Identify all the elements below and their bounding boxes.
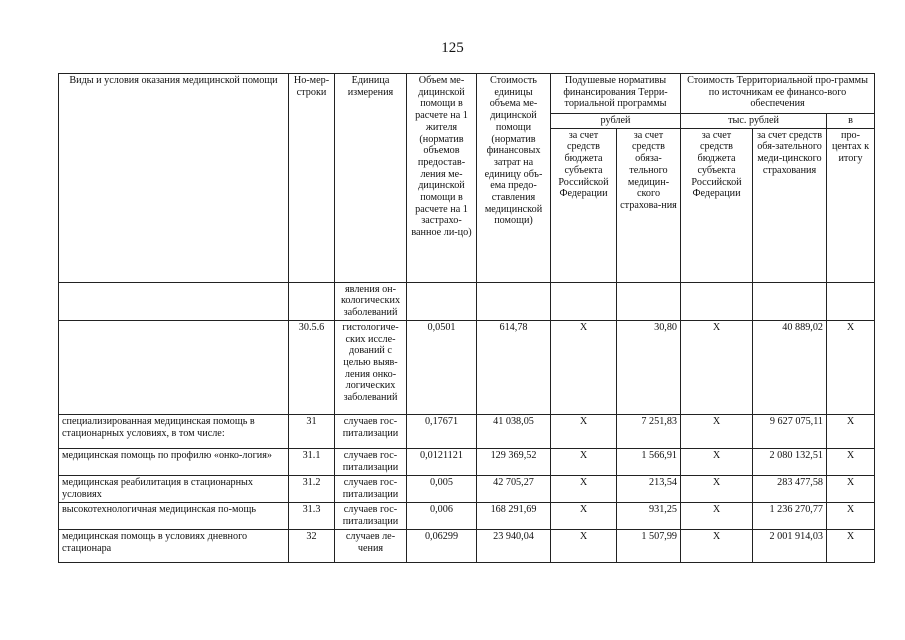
cell-num: 31.1 — [289, 448, 335, 475]
cell-name — [59, 282, 289, 320]
cell-oms-1: 931,25 — [617, 502, 681, 529]
cell-name: медицинская помощь в условиях дневного стационара — [59, 529, 289, 562]
cell-unit: случаев гос-питализации — [335, 475, 407, 502]
cell-budget-2 — [681, 282, 753, 320]
cell-cost: 129 369,52 — [477, 448, 551, 475]
cell-name — [59, 320, 289, 414]
cell-budget-2: X — [681, 475, 753, 502]
cell-num: 30.5.6 — [289, 320, 335, 414]
table-row — [59, 448, 875, 475]
table-row — [59, 502, 875, 529]
cell-oms-2: 283 477,58 — [753, 475, 827, 502]
cell-oms-2: 2 001 914,03 — [753, 529, 827, 562]
header-budget-2: за счет средств бюджета субъекта Российской Федерации — [681, 128, 753, 282]
cell-num: 31.2 — [289, 475, 335, 502]
cell-volume: 0,006 — [407, 502, 477, 529]
page-number: 125 — [441, 40, 464, 56]
cell-cost: 42 705,27 — [477, 475, 551, 502]
cell-oms-2: 2 080 132,51 — [753, 448, 827, 475]
header-unit-rub: рублей — [551, 114, 681, 129]
cell-unit: случаев гос-питализации — [335, 414, 407, 448]
cell-oms-1: 30,80 — [617, 320, 681, 414]
cell-oms-2 — [753, 282, 827, 320]
header-unit-in: в — [827, 114, 875, 129]
cell-volume: 0,005 — [407, 475, 477, 502]
cell-unit: случаев гос-питализации — [335, 448, 407, 475]
cell-name: специализированная медицинская помощь в стационарных условиях, в том числе: — [59, 414, 289, 448]
cell-percent: X — [827, 448, 875, 475]
cell-oms-1 — [617, 282, 681, 320]
cell-budget-1: X — [551, 529, 617, 562]
cell-budget-2: X — [681, 502, 753, 529]
header-oms-1: за счет средств обяза-тельного медицин-ского страхова-ния — [617, 128, 681, 282]
cell-oms-1: 1 507,99 — [617, 529, 681, 562]
cell-cost — [477, 282, 551, 320]
cell-percent: X — [827, 320, 875, 414]
header-budget-1: за счет средств бюджета субъекта Российской Федерации — [551, 128, 617, 282]
header-unit-cost: Стоимость единицы объема ме-дицинской помощи (норматив финансовых затрат на единицу объ-ема предо-ставления медицинской помощи) — [477, 74, 551, 283]
table-row — [59, 414, 875, 448]
cell-num: 32 — [289, 529, 335, 562]
header-oms-2: за счет средств обя-зательного меди-цинского страхования — [753, 128, 827, 282]
header-cost-group: Стоимость Территориальной про-граммы по источникам ее финансо-вого обеспечения — [681, 74, 875, 114]
cell-unit: явления он-кологических заболеваний — [335, 282, 407, 320]
cell-budget-2: X — [681, 529, 753, 562]
cell-budget-1: X — [551, 475, 617, 502]
cell-oms-2: 40 889,02 — [753, 320, 827, 414]
cell-volume: 0,17671 — [407, 414, 477, 448]
cell-budget-1 — [551, 282, 617, 320]
header-unit-thousand-rub: тыс. рублей — [681, 114, 827, 129]
cell-cost: 614,78 — [477, 320, 551, 414]
header-percapita-group: Подушевые нормативы финансирования Терри-ториальной программы — [551, 74, 681, 114]
cell-oms-2: 1 236 270,77 — [753, 502, 827, 529]
cell-volume: 0,0501 — [407, 320, 477, 414]
cell-num: 31 — [289, 414, 335, 448]
cell-percent: X — [827, 529, 875, 562]
cell-oms-1: 1 566,91 — [617, 448, 681, 475]
header-unit: Единица измерения — [335, 74, 407, 283]
header-row-number: Но-мер-строки — [289, 74, 335, 283]
cell-percent: X — [827, 502, 875, 529]
cell-cost: 168 291,69 — [477, 502, 551, 529]
cell-volume — [407, 282, 477, 320]
table-row — [59, 282, 875, 320]
cell-cost: 23 940,04 — [477, 529, 551, 562]
cell-budget-1: X — [551, 502, 617, 529]
table-row — [59, 320, 875, 414]
cell-unit: случаев гос-питализации — [335, 502, 407, 529]
cell-budget-2: X — [681, 414, 753, 448]
cell-budget-1: X — [551, 414, 617, 448]
cell-oms-2: 9 627 075,11 — [753, 414, 827, 448]
header-row-1 — [59, 74, 875, 114]
cell-budget-1: X — [551, 448, 617, 475]
cell-unit: гистологиче-ских иссле-дований с целью выяв-ления онко-логических заболеваний — [335, 320, 407, 414]
cell-percent: X — [827, 414, 875, 448]
cell-oms-1: 7 251,83 — [617, 414, 681, 448]
cell-num: 31.3 — [289, 502, 335, 529]
cell-name: высокотехнологичная медицинская по-мощь — [59, 502, 289, 529]
cell-name: медицинская реабилитация в стационарных условиях — [59, 475, 289, 502]
cell-volume: 0,06299 — [407, 529, 477, 562]
cell-volume: 0,0121121 — [407, 448, 477, 475]
cell-num — [289, 282, 335, 320]
header-volume: Объем ме-дицинской помощи в расчете на 1 жителя (норматив объемов предостав-ления ме-дицинской помощи в расчете на 1 застрахо-ванное ли-цо) — [407, 74, 477, 283]
table-row — [59, 475, 875, 502]
cell-percent — [827, 282, 875, 320]
cell-cost: 41 038,05 — [477, 414, 551, 448]
header-percent: про-центах к итогу — [827, 128, 875, 282]
cell-name: медицинская помощь по профилю «онко-логия» — [59, 448, 289, 475]
cell-oms-1: 213,54 — [617, 475, 681, 502]
table-row — [59, 529, 875, 562]
cell-unit: случаев ле-чения — [335, 529, 407, 562]
financing-table — [58, 73, 875, 563]
cell-budget-1: X — [551, 320, 617, 414]
cell-budget-2: X — [681, 320, 753, 414]
header-kinds: Виды и условия оказания медицинской помощи — [59, 74, 289, 283]
cell-budget-2: X — [681, 448, 753, 475]
cell-percent: X — [827, 475, 875, 502]
